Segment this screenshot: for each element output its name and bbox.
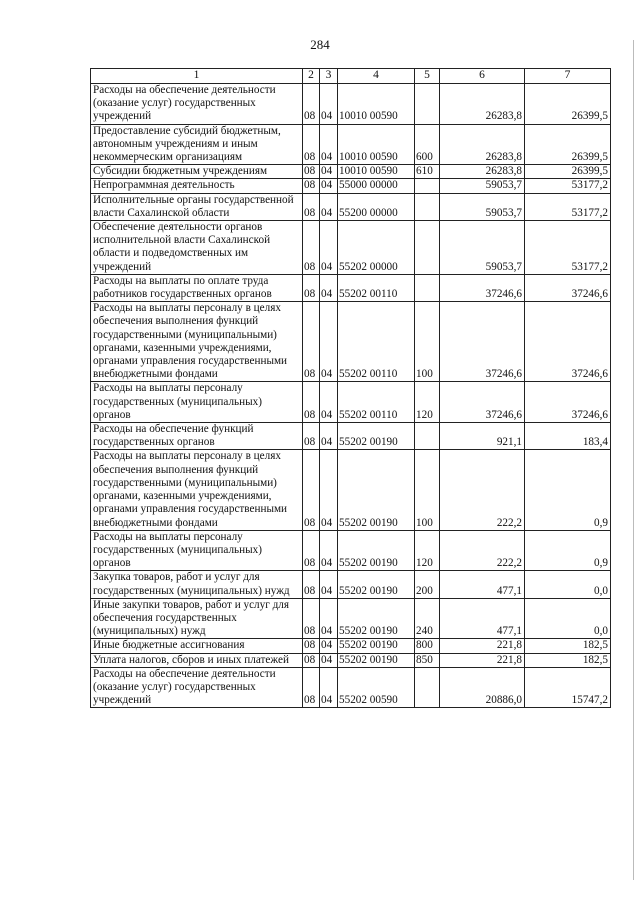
row-section: 08 — [303, 450, 320, 530]
row-expense-type — [415, 423, 440, 450]
row-subsection: 04 — [320, 530, 338, 571]
row-subsection: 04 — [320, 667, 338, 708]
header-col-1: 1 — [91, 69, 303, 84]
row-name: Обеспечение деятельности органов исполнительной власти Сахалинской области и подведомственных им учреждений — [91, 221, 303, 275]
row-amount-year-2: 183,4 — [525, 423, 611, 450]
row-name: Уплата налогов, сборов и иных платежей — [91, 653, 303, 667]
page-edge — [633, 40, 634, 880]
row-amount-year-1: 20886,0 — [440, 667, 525, 708]
row-expense-type: 240 — [415, 598, 440, 639]
row-amount-year-1: 921,1 — [440, 423, 525, 450]
row-expense-type: 100 — [415, 302, 440, 382]
row-target-article: 55202 00590 — [338, 667, 415, 708]
row-amount-year-2: 0,0 — [525, 571, 611, 598]
table-row — [91, 302, 611, 382]
row-subsection: 04 — [320, 302, 338, 382]
table-row — [91, 165, 611, 179]
row-target-article: 55202 00110 — [338, 274, 415, 301]
row-section: 08 — [303, 653, 320, 667]
table-row — [91, 193, 611, 220]
row-expense-type: 800 — [415, 639, 440, 653]
row-expense-type: 200 — [415, 571, 440, 598]
row-name: Расходы на выплаты персоналу государственных (муниципальных) органов — [91, 382, 303, 423]
row-subsection: 04 — [320, 165, 338, 179]
row-amount-year-1: 477,1 — [440, 598, 525, 639]
row-name: Расходы на обеспечение функций государственных органов — [91, 423, 303, 450]
row-section: 08 — [303, 302, 320, 382]
row-section: 08 — [303, 124, 320, 165]
page-number: 284 — [310, 37, 330, 52]
table-row — [91, 530, 611, 571]
table-row — [91, 84, 611, 125]
row-amount-year-2: 26399,5 — [525, 84, 611, 125]
header-col-3: 3 — [320, 69, 338, 84]
row-name: Расходы на обеспечение деятельности (оказание услуг) государственных учреждений — [91, 667, 303, 708]
header-col-5: 5 — [415, 69, 440, 84]
row-amount-year-2: 53177,2 — [525, 221, 611, 275]
row-amount-year-2: 37246,6 — [525, 302, 611, 382]
row-section: 08 — [303, 571, 320, 598]
row-section: 08 — [303, 382, 320, 423]
row-amount-year-1: 222,2 — [440, 450, 525, 530]
table-row — [91, 221, 611, 275]
table-row — [91, 450, 611, 530]
row-subsection: 04 — [320, 84, 338, 125]
table-row — [91, 124, 611, 165]
row-amount-year-1: 26283,8 — [440, 165, 525, 179]
row-expense-type — [415, 179, 440, 193]
row-target-article: 55202 00110 — [338, 382, 415, 423]
budget-table — [90, 68, 611, 708]
row-amount-year-2: 0,0 — [525, 598, 611, 639]
row-amount-year-1: 477,1 — [440, 571, 525, 598]
row-section: 08 — [303, 639, 320, 653]
row-section: 08 — [303, 423, 320, 450]
row-target-article: 10010 00590 — [338, 84, 415, 125]
row-section: 08 — [303, 667, 320, 708]
table-row — [91, 667, 611, 708]
row-name: Иные закупки товаров, работ и услуг для обеспечения государственных (муниципальных) нужд — [91, 598, 303, 639]
row-section: 08 — [303, 598, 320, 639]
row-name: Иные бюджетные ассигнования — [91, 639, 303, 653]
row-amount-year-2: 182,5 — [525, 639, 611, 653]
row-amount-year-1: 59053,7 — [440, 221, 525, 275]
row-amount-year-1: 26283,8 — [440, 124, 525, 165]
table-row — [91, 274, 611, 301]
row-name: Расходы на выплаты персоналу в целях обеспечения выполнения функций государственными (муниципальными) органами, казенными учреждениями, органами управления государственными внебюджетными фондами — [91, 302, 303, 382]
row-amount-year-2: 15747,2 — [525, 667, 611, 708]
row-section: 08 — [303, 221, 320, 275]
row-amount-year-1: 37246,6 — [440, 382, 525, 423]
row-amount-year-2: 182,5 — [525, 653, 611, 667]
row-amount-year-2: 0,9 — [525, 530, 611, 571]
row-amount-year-2: 53177,2 — [525, 179, 611, 193]
row-expense-type: 610 — [415, 165, 440, 179]
table-body — [91, 84, 611, 708]
table-row — [91, 653, 611, 667]
row-name: Закупка товаров, работ и услуг для государственных (муниципальных) нужд — [91, 571, 303, 598]
table-row — [91, 179, 611, 193]
row-target-article: 10010 00590 — [338, 165, 415, 179]
row-subsection: 04 — [320, 193, 338, 220]
row-amount-year-1: 37246,6 — [440, 274, 525, 301]
row-expense-type: 100 — [415, 450, 440, 530]
row-target-article: 55202 00190 — [338, 653, 415, 667]
row-expense-type — [415, 193, 440, 220]
row-name: Расходы на выплаты персоналу государственных (муниципальных) органов — [91, 530, 303, 571]
row-amount-year-1: 221,8 — [440, 653, 525, 667]
row-subsection: 04 — [320, 382, 338, 423]
row-target-article: 55202 00190 — [338, 639, 415, 653]
row-amount-year-1: 59053,7 — [440, 193, 525, 220]
row-name: Расходы на обеспечение деятельности (оказание услуг) государственных учреждений — [91, 84, 303, 125]
row-target-article: 55202 00110 — [338, 302, 415, 382]
row-amount-year-2: 37246,6 — [525, 382, 611, 423]
row-amount-year-2: 26399,5 — [525, 165, 611, 179]
row-expense-type — [415, 221, 440, 275]
row-amount-year-2: 0,9 — [525, 450, 611, 530]
header-col-6: 6 — [440, 69, 525, 84]
row-expense-type — [415, 84, 440, 125]
row-section: 08 — [303, 165, 320, 179]
row-amount-year-1: 26283,8 — [440, 84, 525, 125]
table-header-row — [91, 69, 611, 84]
row-expense-type: 850 — [415, 653, 440, 667]
row-subsection: 04 — [320, 423, 338, 450]
row-section: 08 — [303, 179, 320, 193]
row-expense-type: 120 — [415, 530, 440, 571]
row-target-article: 55202 00000 — [338, 221, 415, 275]
row-subsection: 04 — [320, 221, 338, 275]
row-subsection: 04 — [320, 124, 338, 165]
row-name: Субсидии бюджетным учреждениям — [91, 165, 303, 179]
row-target-article: 55202 00190 — [338, 571, 415, 598]
row-name: Предоставление субсидий бюджетным, автономным учреждениям и иным некоммерческим организациям — [91, 124, 303, 165]
row-target-article: 55000 00000 — [338, 179, 415, 193]
row-name: Исполнительные органы государственной власти Сахалинской области — [91, 193, 303, 220]
row-amount-year-1: 222,2 — [440, 530, 525, 571]
row-subsection: 04 — [320, 639, 338, 653]
row-expense-type — [415, 274, 440, 301]
row-subsection: 04 — [320, 598, 338, 639]
row-target-article: 55202 00190 — [338, 450, 415, 530]
row-subsection: 04 — [320, 653, 338, 667]
row-amount-year-1: 221,8 — [440, 639, 525, 653]
row-amount-year-1: 37246,6 — [440, 302, 525, 382]
table-row — [91, 639, 611, 653]
header-col-2: 2 — [303, 69, 320, 84]
row-target-article: 55202 00190 — [338, 530, 415, 571]
table-row — [91, 598, 611, 639]
row-target-article: 55202 00190 — [338, 423, 415, 450]
row-name: Расходы на выплаты по оплате труда работников государственных органов — [91, 274, 303, 301]
row-section: 08 — [303, 530, 320, 571]
row-subsection: 04 — [320, 274, 338, 301]
row-amount-year-2: 37246,6 — [525, 274, 611, 301]
row-amount-year-2: 53177,2 — [525, 193, 611, 220]
row-amount-year-1: 59053,7 — [440, 179, 525, 193]
row-target-article: 55200 00000 — [338, 193, 415, 220]
row-expense-type: 600 — [415, 124, 440, 165]
row-target-article: 55202 00190 — [338, 598, 415, 639]
header-col-7: 7 — [525, 69, 611, 84]
row-expense-type — [415, 667, 440, 708]
header-col-4: 4 — [338, 69, 415, 84]
row-subsection: 04 — [320, 179, 338, 193]
table-row — [91, 382, 611, 423]
row-section: 08 — [303, 84, 320, 125]
row-name: Непрограммная деятельность — [91, 179, 303, 193]
row-section: 08 — [303, 274, 320, 301]
row-name: Расходы на выплаты персоналу в целях обеспечения выполнения функций государственными (муниципальными) органами, казенными учреждениями, органами управления государственными внебюджетными фондами — [91, 450, 303, 530]
row-subsection: 04 — [320, 450, 338, 530]
table-row — [91, 571, 611, 598]
row-target-article: 10010 00590 — [338, 124, 415, 165]
table-row — [91, 423, 611, 450]
row-amount-year-2: 26399,5 — [525, 124, 611, 165]
row-section: 08 — [303, 193, 320, 220]
row-expense-type: 120 — [415, 382, 440, 423]
row-subsection: 04 — [320, 571, 338, 598]
